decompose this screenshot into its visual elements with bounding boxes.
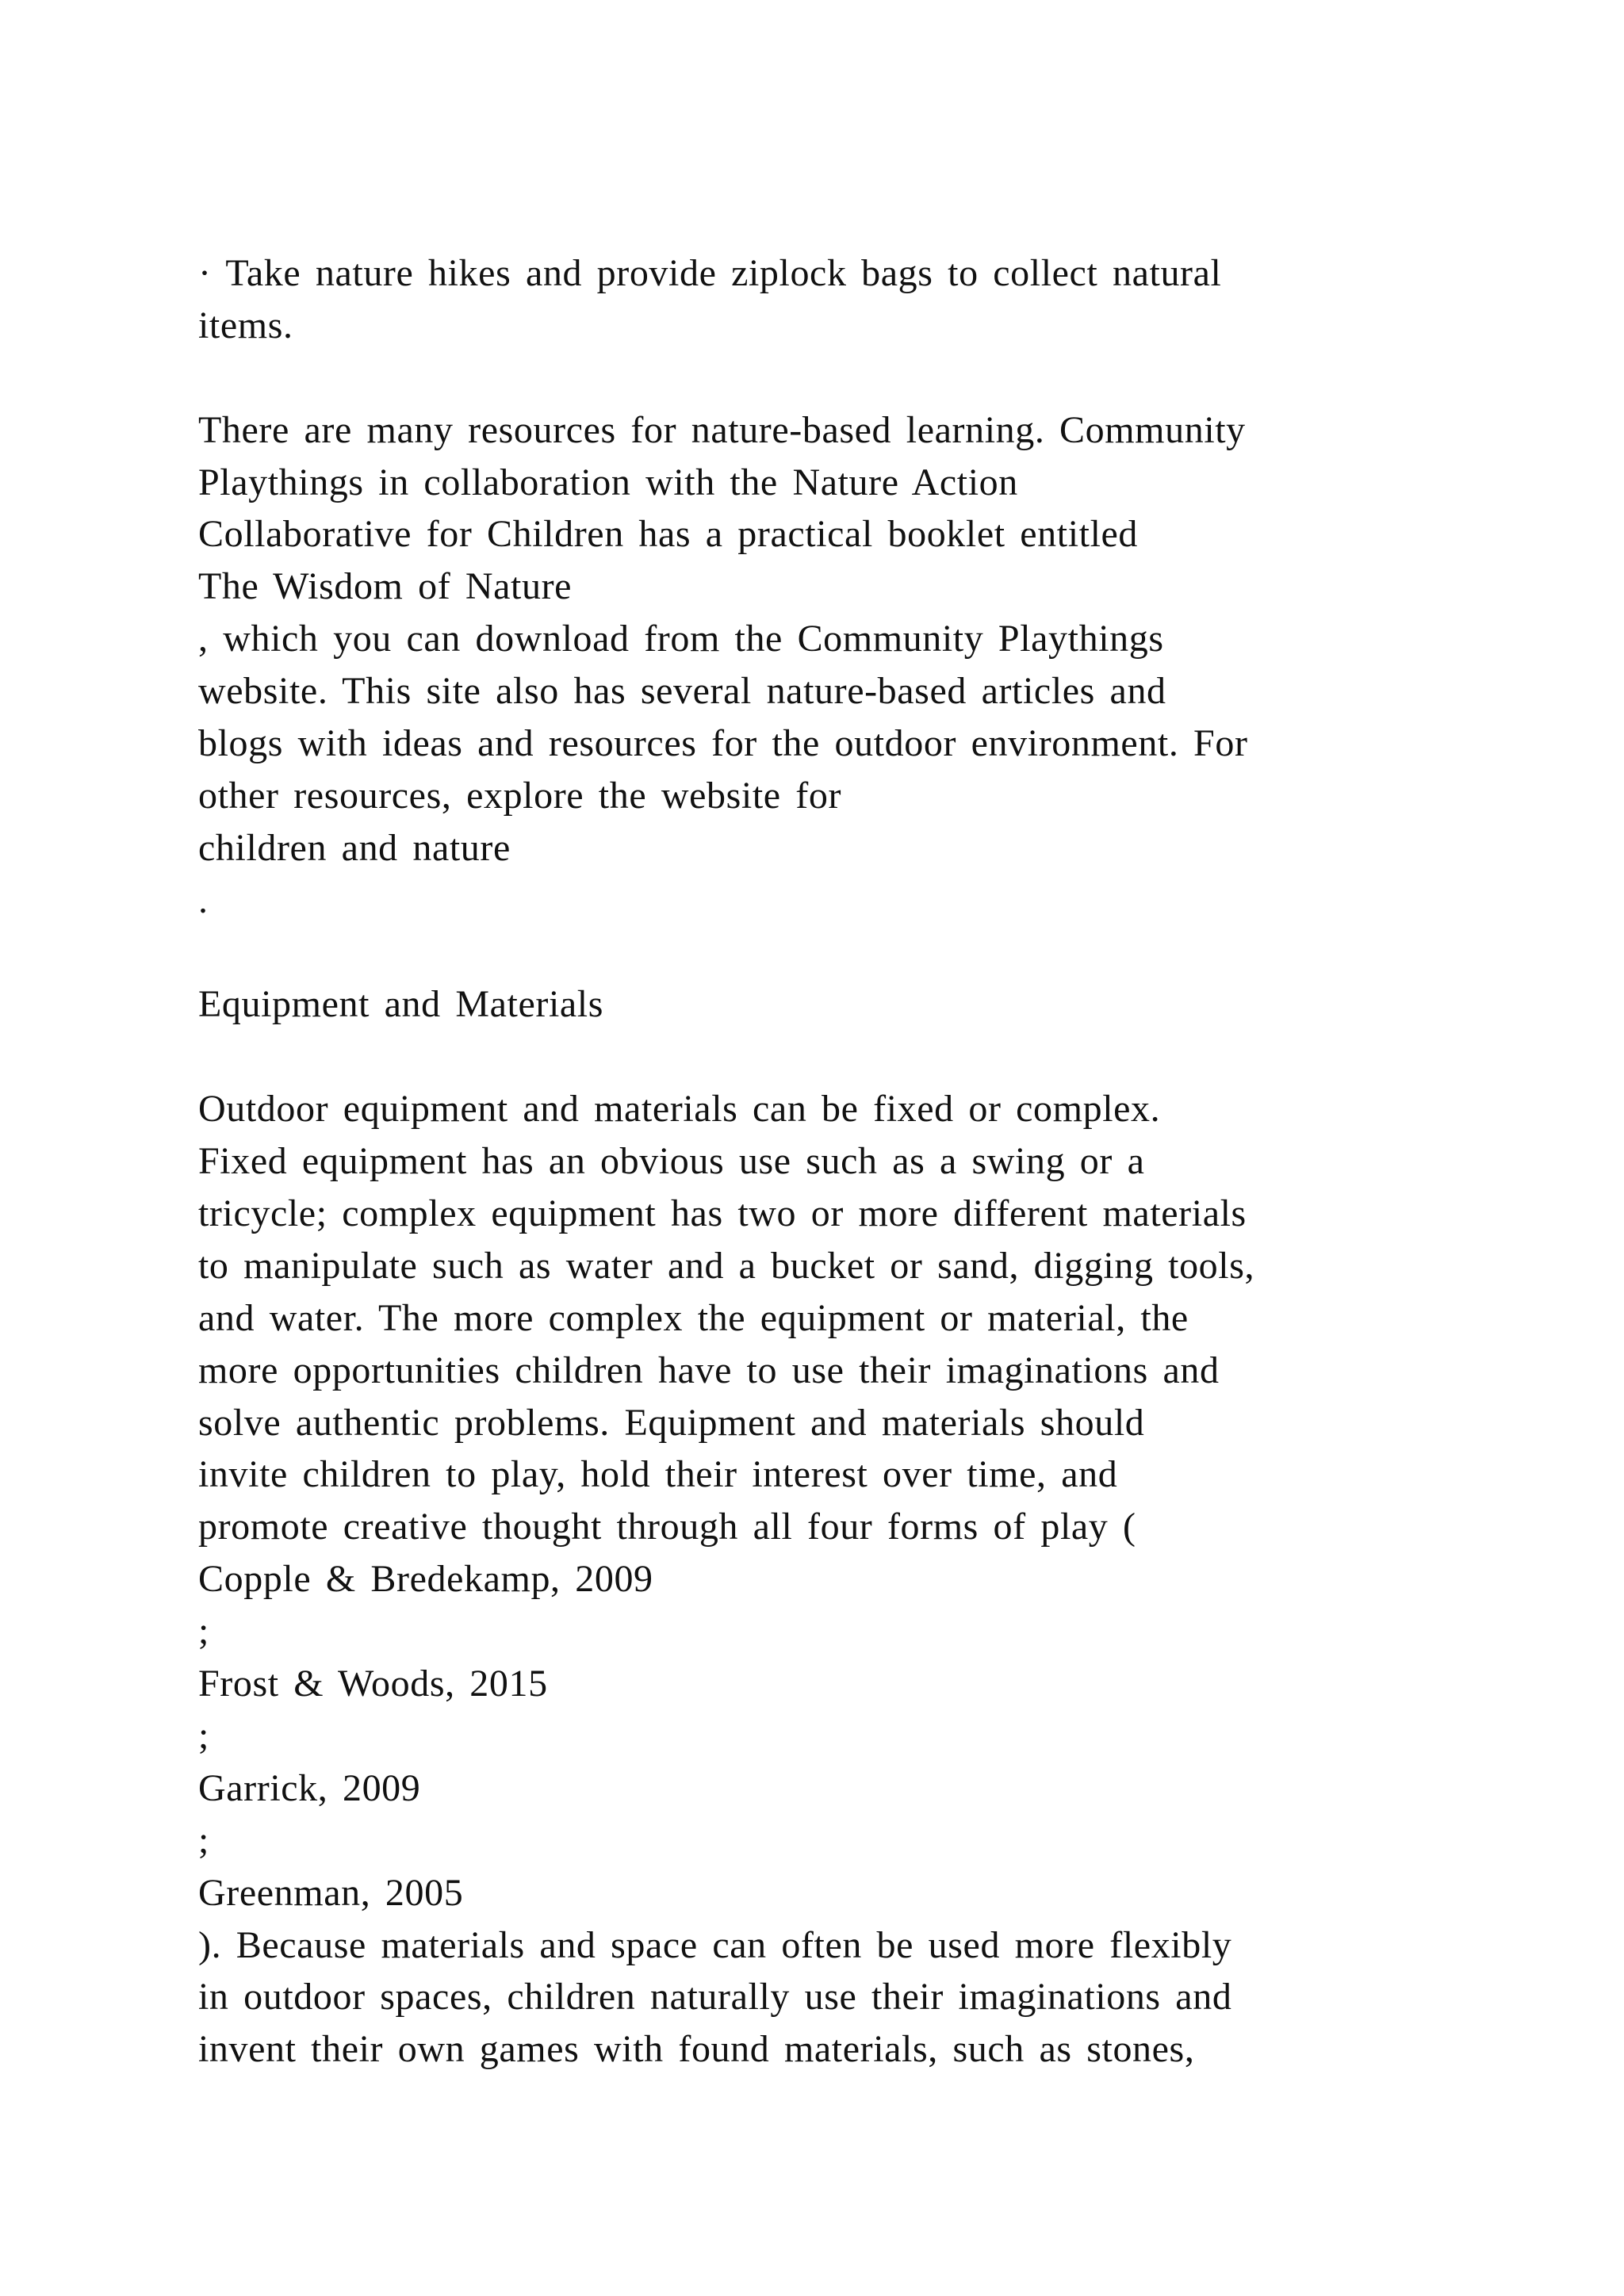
text-line: other resources, explore the website for <box>198 774 842 817</box>
text-line: , which you can download from the Community Playthings <box>198 618 1164 660</box>
text-line: items. <box>198 304 293 346</box>
children-and-nature-link[interactable]: children and nature <box>198 826 511 869</box>
text-line: to manipulate such as water and a bucket or sand, digging tools, <box>198 1244 1255 1287</box>
citation-link[interactable]: Garrick, 2009 <box>198 1766 421 1809</box>
citation-separator: ; <box>198 1610 209 1653</box>
paragraph-spacer <box>198 1031 1499 1083</box>
text-line: · Take nature hikes and provide ziplock bags to collect natural <box>198 252 1222 294</box>
text-line: Collaborative for Children has a practical booklet entitled <box>198 513 1139 556</box>
text-line: invite children to play, hold their interest over time, and <box>198 1453 1118 1496</box>
citation-link[interactable]: Frost & Woods, 2015 <box>198 1663 548 1705</box>
equipment-paragraph <box>198 1083 1499 2076</box>
document-page <box>198 247 1499 2076</box>
text-line: more opportunities children have to use their imaginations and <box>198 1349 1220 1391</box>
citation-link[interactable]: Greenman, 2005 <box>198 1871 464 1914</box>
text-line: tricycle; complex equipment has two or more different materials <box>198 1192 1247 1235</box>
bullet-item-nature-hikes <box>198 247 1499 352</box>
text-line: There are many resources for nature-based learning. Community <box>198 408 1246 451</box>
resources-paragraph <box>198 404 1499 927</box>
citation-link[interactable]: Copple & Bredekamp, 2009 <box>198 1558 653 1601</box>
text-line: in outdoor spaces, children naturally use their imaginations and <box>198 1976 1232 2019</box>
text-line: ). Because materials and space can often be used more flexibly <box>198 1923 1232 1966</box>
booklet-title-link[interactable]: The Wisdom of Nature <box>198 565 573 608</box>
paragraph-spacer <box>198 927 1499 979</box>
text-line: solve authentic problems. Equipment and materials should <box>198 1401 1145 1444</box>
citation-separator: ; <box>198 1714 209 1757</box>
section-heading: Equipment and Materials <box>198 983 604 1026</box>
text-line: Playthings in collaboration with the Nature Action <box>198 461 1018 503</box>
citation-separator: ; <box>198 1819 209 1862</box>
text-line: promote creative thought through all four forms of play ( <box>198 1506 1136 1548</box>
text-line: and water. The more complex the equipment or material, the <box>198 1296 1189 1339</box>
text-line: blogs with ideas and resources for the outdoor environment. For <box>198 722 1248 765</box>
paragraph-spacer <box>198 352 1499 404</box>
text-line: Fixed equipment has an obvious use such as a swing or a <box>198 1140 1145 1183</box>
text-line: Outdoor equipment and materials can be fixed or complex. <box>198 1088 1161 1131</box>
text-line: invent their own games with found materials, such as stones, <box>198 2028 1195 2071</box>
text-line: . <box>198 878 209 921</box>
text-line: website. This site also has several nature-based articles and <box>198 670 1166 713</box>
